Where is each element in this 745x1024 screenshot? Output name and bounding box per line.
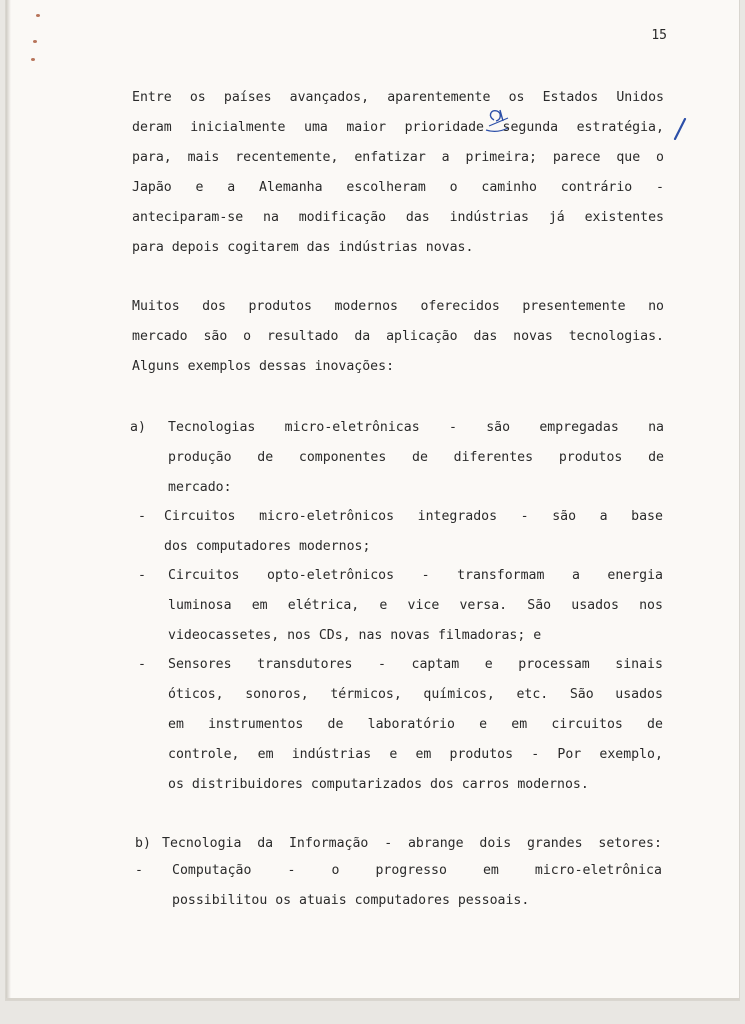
list-item-line: [168, 650, 663, 680]
word: das: [473, 329, 498, 344]
word: de: [648, 450, 664, 465]
paragraph-line: [132, 322, 664, 352]
word: setores:: [598, 836, 662, 851]
word: São: [527, 598, 552, 613]
word: Tecnologias: [168, 420, 256, 435]
word: indústrias: [291, 747, 372, 762]
word: Alemanha: [259, 180, 323, 195]
word: -: [520, 509, 529, 524]
word: micro-eletrônica: [534, 863, 662, 878]
list-item-line: videocassetes, nos CDs, nas novas filmadoras; e: [168, 628, 542, 643]
word: o: [331, 863, 340, 878]
bullet-marker: -: [138, 657, 146, 672]
bullet-item-3: [168, 650, 663, 800]
word: produtos: [449, 747, 514, 762]
word: os: [189, 90, 206, 105]
word: o: [449, 180, 458, 195]
bullet-marker: -: [135, 863, 143, 878]
word: Unidos: [616, 90, 664, 105]
paragraph-2: [132, 292, 664, 382]
word: Tecnologia: [162, 836, 242, 851]
word: o: [243, 329, 252, 344]
bullet-marker: -: [138, 509, 146, 524]
word: recentemente,: [235, 150, 339, 165]
list-item-line: [168, 561, 663, 591]
list-item-a: [168, 413, 664, 503]
word: Computação: [172, 863, 252, 878]
word: usados: [615, 687, 663, 702]
list-item-line: [168, 680, 663, 710]
word: instrumentos: [208, 717, 304, 732]
word: a: [441, 150, 450, 165]
word: parece: [552, 150, 601, 165]
word: anteciparam-se: [132, 210, 244, 225]
list-item-line: [168, 443, 664, 473]
list-item-line: mercado:: [168, 480, 232, 495]
word: térmicos,: [330, 687, 402, 702]
word: estratégia,: [576, 120, 664, 135]
scanned-page: [6, 0, 739, 1000]
word: -: [656, 180, 664, 195]
word: na: [263, 210, 279, 225]
word: processam: [518, 657, 590, 672]
word: versa.: [459, 598, 508, 613]
word: opto-eletrônicos: [267, 568, 395, 583]
word: abrange: [407, 836, 464, 851]
word: são: [486, 420, 511, 435]
word: energia: [607, 568, 663, 583]
word: escolheram: [346, 180, 426, 195]
word: produtos: [558, 450, 623, 465]
word: -: [421, 568, 430, 583]
word: os: [508, 90, 525, 105]
word: deram: [132, 120, 172, 135]
word: maior: [346, 120, 387, 135]
word: novas: [513, 329, 553, 344]
word: modernos: [334, 299, 398, 314]
word: componentes: [298, 450, 387, 465]
paragraph-line: [132, 143, 664, 173]
word: avançados,: [289, 90, 370, 105]
word: captam: [411, 657, 460, 672]
word: circuitos: [551, 717, 623, 732]
word: tecnologias.: [568, 329, 664, 344]
word: a: [571, 568, 580, 583]
word: a: [227, 180, 236, 195]
word: dos: [202, 299, 226, 314]
paragraph-line: Alguns exemplos dessas inovações:: [132, 359, 395, 374]
word: óticos,: [168, 687, 224, 702]
word: para,: [132, 150, 172, 165]
word: e: [379, 598, 388, 613]
word: -: [377, 657, 386, 672]
list-item-line: dos computadores modernos;: [164, 539, 371, 554]
word: base: [631, 509, 663, 524]
word: caminho: [481, 180, 537, 195]
word: São: [569, 687, 594, 702]
list-item-line: [168, 710, 663, 740]
list-item-line: [162, 829, 662, 859]
word: da: [257, 836, 274, 851]
word: e: [484, 657, 493, 672]
list-item-line: [172, 856, 662, 886]
word: -: [384, 836, 393, 851]
paper-speck: [31, 58, 35, 61]
word: Muitos: [132, 299, 180, 314]
word: mercado: [132, 329, 188, 344]
word: países: [223, 90, 272, 105]
page-number: 15: [651, 28, 667, 43]
word: Japão: [132, 180, 172, 195]
word: presentemente: [522, 299, 626, 314]
word: Circuitos: [168, 568, 240, 583]
word: nos: [639, 598, 663, 613]
word: sinais: [615, 657, 663, 672]
word: dois: [479, 836, 512, 851]
word: são: [552, 509, 577, 524]
word: prioridade: [404, 120, 484, 135]
margin-check-mark: [673, 118, 687, 140]
word: e: [389, 747, 398, 762]
word: na: [648, 420, 664, 435]
word: da: [354, 329, 371, 344]
word: das: [405, 210, 430, 225]
word: diferentes: [453, 450, 534, 465]
word: produção: [168, 450, 232, 465]
page-bottom-edge: [6, 998, 739, 1000]
bullet-marker: -: [138, 568, 146, 583]
word: primeira;: [465, 150, 537, 165]
word: grandes: [526, 836, 583, 851]
list-item-line: possibilitou os atuais computadores pessoais.: [172, 893, 530, 908]
word: em: [511, 717, 528, 732]
word: Entre: [132, 90, 172, 105]
word: o: [656, 150, 664, 165]
bullet-item-4: [172, 856, 662, 916]
paragraph-line: [132, 203, 664, 233]
paragraph-1: [132, 83, 664, 263]
word: enfatizar: [354, 150, 426, 165]
word: Circuitos: [164, 509, 236, 524]
word: Sensores: [168, 657, 232, 672]
list-item-line: [164, 502, 663, 532]
word: produtos: [248, 299, 312, 314]
word: mais: [187, 150, 220, 165]
word: já: [548, 210, 565, 225]
list-marker-b: b): [135, 836, 151, 851]
word: empregadas: [539, 420, 619, 435]
word: micro-eletrônicos: [259, 509, 395, 524]
bullet-item-2: [168, 561, 663, 651]
scan-left-edge: [6, 0, 11, 1000]
word: -: [531, 747, 540, 762]
word: -: [287, 863, 296, 878]
paragraph-line: [132, 292, 664, 322]
paragraph-line: [132, 113, 664, 143]
word: progresso: [375, 863, 447, 878]
word: no: [648, 299, 664, 314]
word: Estados: [542, 90, 599, 105]
word: micro-eletrônicas: [284, 420, 420, 435]
word: segunda: [502, 120, 559, 135]
word: sonoros,: [245, 687, 309, 702]
word: controle,: [168, 747, 240, 762]
list-item-line: os distribuidores computarizados dos carros modernos.: [168, 777, 589, 792]
word: oferecidos: [420, 299, 500, 314]
word: transdutores: [257, 657, 353, 672]
word: exemplo,: [599, 747, 663, 762]
word: elétrica,: [287, 598, 360, 613]
word: que: [616, 150, 641, 165]
word: integrados: [417, 509, 498, 524]
paragraph-line: para depois cogitarem das indústrias novas.: [132, 240, 474, 255]
word: em: [415, 747, 432, 762]
paragraph-line: [132, 83, 664, 113]
word: aparentemente: [387, 90, 491, 105]
paragraph-line: [132, 173, 664, 203]
list-item-line: [168, 740, 663, 770]
word: existentes: [584, 210, 664, 225]
word: de: [647, 717, 663, 732]
list-marker-a: a): [130, 420, 146, 435]
word: inicialmente: [190, 120, 286, 135]
word: laboratório: [367, 717, 455, 732]
word: em: [251, 598, 268, 613]
list-item-line: [168, 591, 663, 621]
word: químicos,: [423, 687, 495, 702]
word: etc.: [516, 687, 549, 702]
word: de: [412, 450, 428, 465]
word: usados: [571, 598, 619, 613]
word: e: [195, 180, 204, 195]
word: são: [203, 329, 228, 344]
word: e: [479, 717, 488, 732]
word: -: [448, 420, 457, 435]
word: resultado: [266, 329, 339, 344]
paper-speck: [33, 40, 37, 43]
word: Informação: [288, 836, 369, 851]
word: transformam: [457, 568, 545, 583]
word: aplicação: [386, 329, 458, 344]
list-item-line: [168, 413, 664, 443]
word: contrário: [560, 180, 633, 195]
word: Por: [557, 747, 582, 762]
word: de: [327, 717, 344, 732]
word: indústrias: [449, 210, 529, 225]
list-item-b: [162, 829, 662, 859]
word: em: [257, 747, 274, 762]
paper-speck: [36, 14, 40, 17]
bullet-item-1: [164, 502, 663, 562]
word: luminosa: [168, 598, 232, 613]
word: vice: [407, 598, 440, 613]
word: modificação: [298, 210, 387, 225]
word: uma: [304, 120, 328, 135]
word: a: [599, 509, 608, 524]
word: em: [482, 863, 499, 878]
word: em: [168, 717, 184, 732]
word: de: [257, 450, 274, 465]
